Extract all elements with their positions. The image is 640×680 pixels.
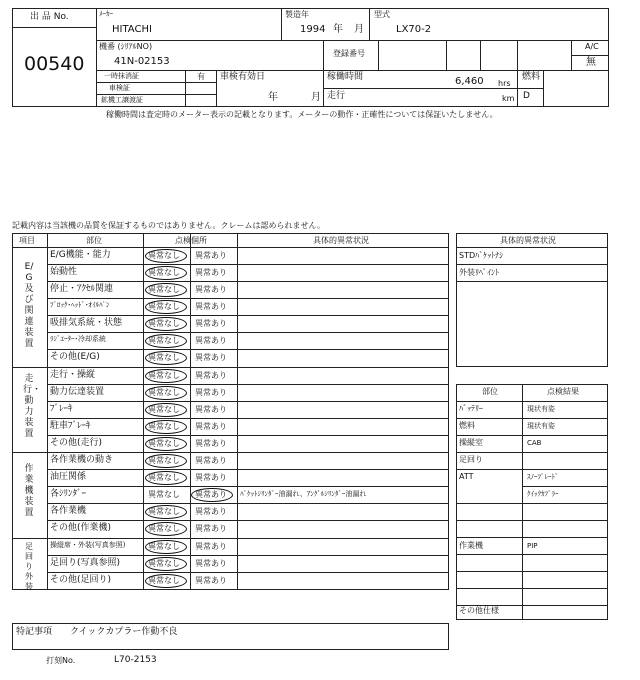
row-part: ﾌﾞﾛｯｸ･ﾍｯﾄﾞ･ｵｲﾙﾊﾟﾝ [50,301,110,310]
group-label-engine: E/G及び関連装置 [24,262,34,349]
remarks-label: 特記事項 [16,627,53,637]
check-ng: 異常あり [195,388,227,398]
selected-mark [145,557,187,571]
selected-mark [145,420,187,434]
check-ng: 異常あり [195,319,227,329]
check-ok: 異常なし [148,576,180,586]
mileage-label: 走行 [327,91,346,101]
selected-mark [145,574,187,588]
hours-label: 稼働時間 [327,72,364,82]
check-ok: 異常なし [148,268,180,278]
selected-mark [145,437,187,451]
fuel-value: D [523,91,530,101]
model-label: 型式 [374,10,390,19]
group-label-drive: 走行・動力装置 [23,374,42,439]
selected-mark [145,351,187,365]
check-ok: 異常なし [148,285,180,295]
inspection-cert-label: 車検証 [109,84,130,92]
selected-mark [145,386,187,400]
row-part: 各ｼﾘﾝﾀﾞｰ [50,489,87,500]
selected-mark [145,540,187,554]
selected-mark [145,369,187,383]
check-ok: 異常なし [148,524,180,534]
inspection-year-unit: 年 [268,92,278,103]
row-part: E/G機能・能力 [50,250,111,260]
serial-label: 機番 (ｼﾘｱﾙNO) [99,42,153,51]
row-part: その他(足回り) [50,575,112,586]
row-part: 始動性 [50,267,78,278]
check-ng: 異常あり [195,336,227,346]
hours-unit: hrs [498,79,511,88]
check-ng: 異常あり [195,285,227,295]
check-ok: 異常なし [148,371,180,380]
check-ok: 異常なし [148,302,180,312]
check-ok: 異常なし [148,319,180,329]
check-ok: 異常なし [148,405,180,415]
result-part: 足回り [459,455,483,464]
result-part: ﾊﾞｯﾃﾘｰ [459,404,483,413]
result-value: PIP [527,542,538,550]
check-ng: 異常あり [195,268,227,278]
ac-label: A/C [585,42,599,51]
col-header-check: 点検個所 [175,236,207,245]
result-header-part: 部位 [482,387,498,396]
remarks-text: クイックカプラー作動不良 [70,627,178,637]
inspection-month-unit: 月 [311,92,321,103]
check-ok: 異常なし [148,439,180,449]
anomaly-item: 外装ﾘﾍﾟｲﾝﾄ [459,268,499,277]
check-ok: 異常なし [148,353,180,363]
temp-reg-label: 一時抹消証 [104,72,139,80]
row-part: 動力伝達装置 [50,387,105,398]
row-part: 足回り(写真参照) [50,558,121,569]
row-part: 走行・操縦 [50,370,96,380]
check-ok: 異常なし [148,456,180,465]
anomaly-title: 具体的異常状況 [500,236,556,245]
row-part: 停止・ｱｸｾﾙ関連 [50,284,114,295]
check-ng: 異常あり [195,456,227,465]
check-ng: 異常あり [195,507,227,517]
row-part: 吸排気系統・状態 [50,318,123,329]
check-ng: 異常あり [195,353,227,363]
hours-note: 稼働時間は査定時のメーター表示の記載となります。メーターの動作・正確性については保証いたしません。 [106,110,498,119]
check-ok: 異常なし [148,559,180,569]
row-part: ﾗｼﾞｴｰﾀｰ･冷却系統 [50,335,106,344]
disclaimer: 記載内容は当該機の品質を保証するものではありません。クレームは認められません。 [12,221,325,230]
check-ng: 異常あり [195,576,227,586]
selected-mark [145,317,187,331]
result-part: 作業機 [459,541,483,550]
result-value: 現状有姿 [527,405,555,413]
row-detail: ﾊﾞｹｯﾄｼﾘﾝﾀﾞｰ油漏れ、ｱﾝｸﾞﾙｼﾘﾝﾀﾞｰ油漏れ [240,490,367,499]
maker-value: HITACHI [112,24,152,35]
selected-mark [145,266,187,280]
selected-mark [191,488,233,502]
year-value: 1994 [300,24,326,35]
result-value: ｸｲｯｸｶﾌﾟﾗｰ [527,490,559,498]
group-label-undercarriage: 足回り外装 [25,542,33,591]
check-ok: 異常なし [148,336,180,346]
row-part: 各作業機の動き [50,455,114,465]
stamp-value: L70-2153 [114,655,157,665]
row-part: その他(作業機) [50,523,112,534]
check-ng: 異常あり [195,439,227,449]
result-header-result: 点検結果 [547,387,579,396]
result-box [456,384,608,620]
selected-mark [145,300,187,314]
km-unit: km [502,94,515,103]
row-part: その他(走行) [50,438,103,449]
selected-mark [145,249,187,263]
col-header-item: 項目 [19,236,35,245]
selected-mark [145,471,187,485]
check-ng: 異常あり [195,559,227,569]
result-part: ATT [459,472,474,481]
check-ng: 異常あり [195,490,227,500]
lot-number: 00540 [24,53,85,75]
col-header-detail: 具体的異常状況 [313,236,369,245]
row-part: その他(E/G) [50,352,100,363]
mining-cert-label: 鉱機工譲渡証 [101,96,143,104]
check-ng: 異常あり [195,371,227,380]
row-part: 油圧関係 [50,472,87,483]
check-ng: 異常あり [195,524,227,534]
check-ng: 異常あり [195,251,227,260]
check-ok: 異常なし [148,507,180,517]
check-ng: 異常あり [195,405,227,415]
selected-mark [145,522,187,536]
selected-mark [145,283,187,297]
result-part: 操縦室 [459,438,483,447]
maker-label: ﾒｰｶｰ [99,10,113,18]
hours-value: 6,460 [455,76,484,87]
ac-value: 無 [586,57,596,68]
check-ok: 異常なし [148,422,180,432]
selected-mark [145,403,187,417]
check-ng: 異常あり [195,473,227,483]
model-value: LX70-2 [396,24,432,35]
check-ng: 異常あり [195,302,227,312]
month-unit: 月 [354,24,364,35]
temp-reg-value: 有 [197,72,205,81]
result-part: 燃料 [459,421,475,430]
row-part: 駐車ﾌﾞﾚｰｷ [50,421,91,432]
fuel-label: 燃料 [522,72,541,82]
year-label: 製造年 [285,10,309,19]
check-ok: 異常なし [148,388,180,398]
serial-value: 41N-02153 [114,56,170,67]
check-ng: 異常あり [195,542,227,551]
group-label-work: 作業機装置 [24,464,34,518]
selected-mark [145,454,187,468]
reg-label: 登録番号 [333,49,365,58]
stamp-label: 打刻No. [46,656,76,665]
selected-mark [145,334,187,348]
check-ok: 異常なし [148,473,180,483]
row-part: ﾌﾞﾚｰｷ [50,404,73,415]
result-part: その他仕様 [459,606,499,615]
check-ok: 異常なし [148,490,180,500]
check-ng: 異常あり [195,422,227,432]
result-value: 現状有姿 [527,422,555,430]
year-unit: 年 [333,24,343,35]
row-part: 各作業機 [50,506,87,517]
col-header-part: 部位 [86,236,102,245]
selected-mark [145,505,187,519]
lot-label: 出 品 No. [30,12,69,22]
row-part: 操縦席・外装(写真参照) [50,541,126,549]
check-ok: 異常なし [148,251,180,260]
result-value: ｽﾉｰﾌﾟﾚｰﾄﾞ [527,473,559,481]
anomaly-item: STDﾊﾞｹｯﾄﾅｼ [459,251,504,260]
result-value: CAB [527,439,542,447]
inspection-valid-label: 車検有効日 [220,72,266,82]
check-ok: 異常なし [148,542,180,551]
